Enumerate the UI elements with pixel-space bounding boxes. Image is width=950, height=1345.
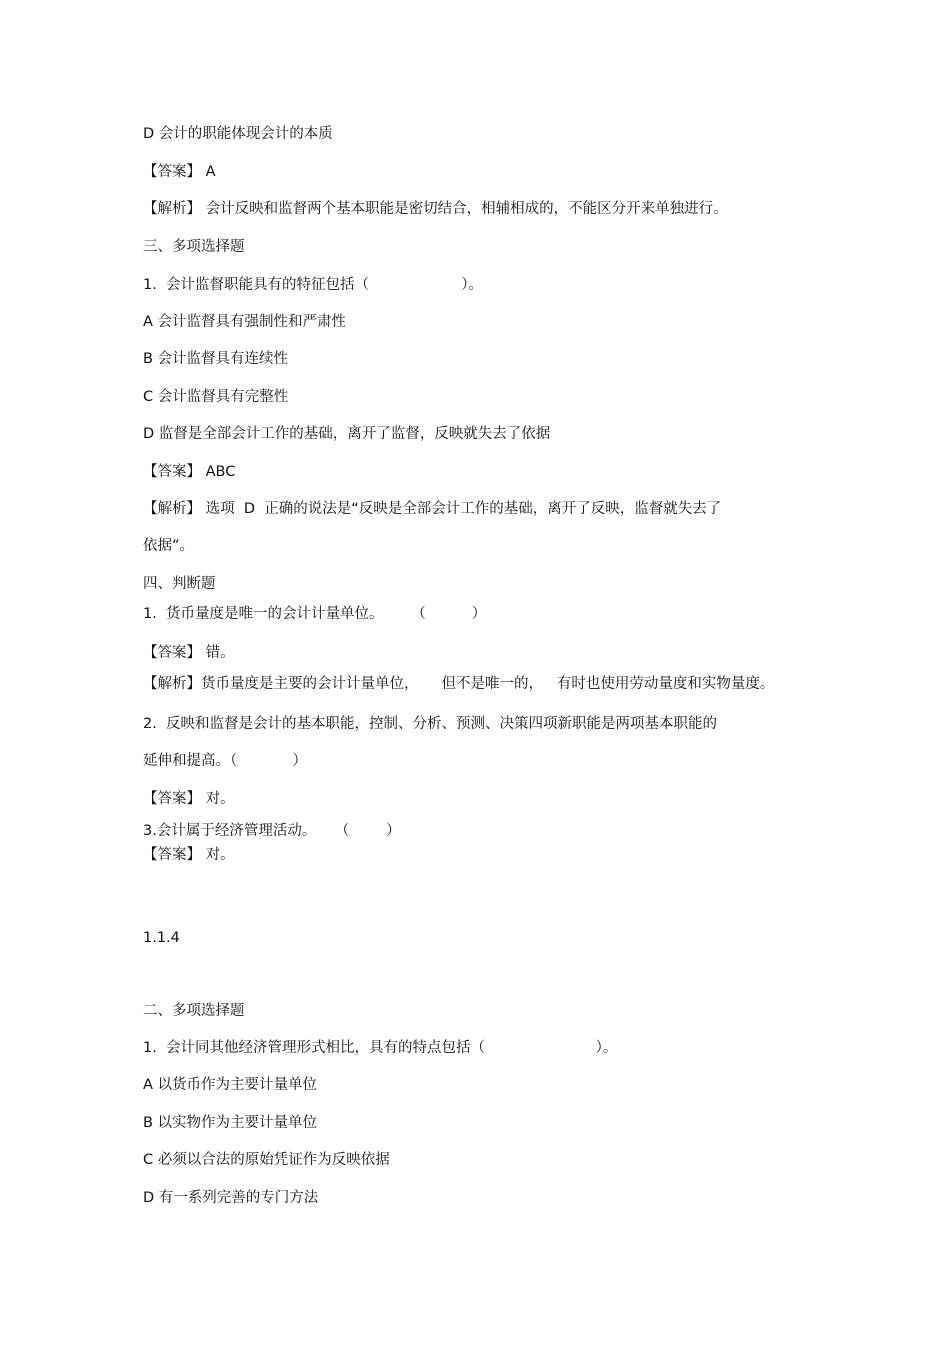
section-number: 1.1.4 (143, 930, 180, 946)
analysis-line: 【解析】 会计反映和监督两个基本职能是密切结合，相辅相成的，不能区分开来单独进行。 (143, 201, 728, 217)
answer-line: 【答案】 A (143, 164, 216, 180)
option-c-text: C 会计监督具有完整性 (143, 389, 289, 405)
question-1-text: 1. 会计同其他经济管理形式相比，具有的特点包括（ ）。 (143, 1040, 618, 1056)
option-c-text: C 必须以合法的原始凭证作为反映依据 (143, 1152, 390, 1168)
option-a-text: A 会计监督具有强制性和严肃性 (143, 314, 347, 330)
question-3-text: 3.会计属于经济管理活动。 （ ） (143, 823, 401, 839)
question-2-continuation: 延伸和提高。（ ） (143, 753, 308, 769)
option-b-text: B 会计监督具有连续性 (143, 351, 289, 367)
answer-line: 【答案】 错。 (143, 645, 235, 661)
analysis-line: 【解析】货币量度是主要的会计计量单位， 但不是唯一的， 有时也使用劳动量度和实物量度。 (143, 676, 775, 692)
section-heading-multiple-choice: 三、多项选择题 (143, 239, 245, 255)
question-1-text: 1. 货币量度是唯一的会计计量单位。 （ ） (143, 606, 487, 622)
section-heading-multiple-choice: 二、多项选择题 (143, 1003, 245, 1019)
answer-line: 【答案】 ABC (143, 464, 236, 480)
analysis-line: 【解析】 选项 D 正确的说法是“反映是全部会计工作的基础，离开了反映，监督就失去了 (143, 501, 722, 517)
answer-line: 【答案】 对。 (143, 791, 235, 807)
question-2-text: 2. 反映和监督是会计的基本职能，控制、分析、预测、决策四项新职能是两项基本职能的 (143, 716, 718, 732)
option-d-text: D 会计的职能体现会计的本质 (143, 126, 333, 142)
option-b-text: B 以实物作为主要计量单位 (143, 1115, 318, 1131)
question-1-text: 1. 会计监督职能具有的特征包括（ ）。 (143, 277, 483, 293)
option-a-text: A 以货币作为主要计量单位 (143, 1077, 318, 1093)
answer-line: 【答案】 对。 (143, 847, 235, 863)
analysis-continuation: 依据”。 (143, 538, 195, 554)
section-heading-true-false: 四、判断题 (143, 576, 216, 592)
option-d-text: D 有一系列完善的专门方法 (143, 1190, 319, 1206)
option-d-text: D 监督是全部会计工作的基础，离开了监督，反映就失去了依据 (143, 426, 551, 442)
